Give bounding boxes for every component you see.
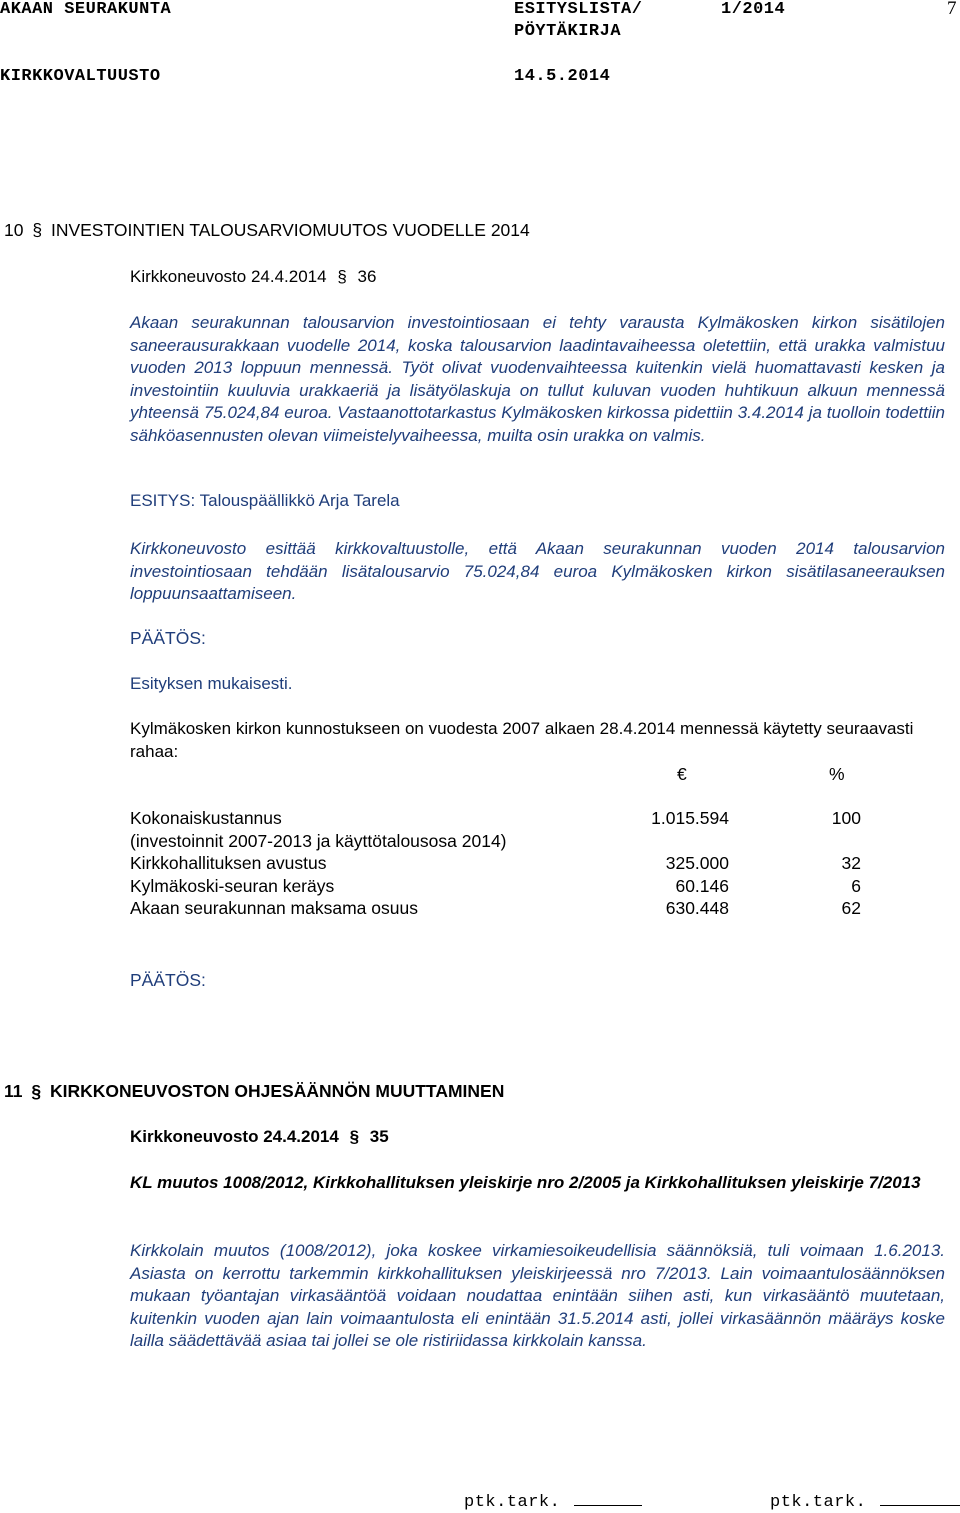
footer-check-2 — [770, 1491, 960, 1512]
table-row — [130, 831, 865, 853]
signature-line — [574, 1491, 642, 1506]
section-10-proposal: Kirkkoneuvosto esittää kirkkovaltuustolle, että Akaan seurakunnan vuoden 2014 talousarvion investointiosaan tehdään lisätalousarvio 75.024,84 euroa Kylmäkosken kirkon sisätilasaneerauksen loppuunsaattamiseen. — [130, 539, 945, 604]
section-11-board-ref — [130, 1127, 389, 1147]
row-percent: 100 — [831, 808, 861, 828]
page-number: 7 — [947, 0, 957, 19]
header-doc-type-line1: ESITYSLISTA/ — [514, 0, 643, 19]
board-para-number: 36 — [357, 267, 377, 286]
row-label: Kirkkohallituksen avustus — [130, 853, 327, 873]
table-row — [130, 808, 865, 830]
header-body: KIRKKOVALTUUSTO — [0, 67, 161, 86]
section-sign-icon: § — [32, 220, 43, 240]
table-row — [130, 876, 865, 898]
table-row — [130, 853, 865, 875]
check-label: ptk.tark. — [770, 1493, 867, 1512]
decision-text: Esityksen mukaisesti. — [130, 674, 293, 693]
header-org: AKAAN SEURAKUNTA — [0, 0, 172, 19]
section-11-number: 11 — [4, 1081, 23, 1101]
row-amount: 325.000 — [665, 853, 729, 873]
row-label: Kokonaiskustannus — [130, 808, 282, 828]
section-10-number: 10 — [4, 220, 24, 240]
board-para-number: 35 — [369, 1127, 389, 1146]
section-10-body: Akaan seurakunnan talousarvion investointiosaan ei tehty varausta Kylmäkosken kirkon sisätilojen saneerausurakkaan vuodelle 2014, koska talousarvion laadintavaiheessa oletettiin, että urakka valmistuu vuoden 2013 loppuun mennessä. Työt olivat vuodenvaihteessa kuitenkin vielä huomattavasti kesken ja investointiin kuuluvia urakkaeriä ja lisätyölaskuja on tullut kuluvan vuoden huhtikuun alkuun mennessä yhteensä 75.024,84 euroa. Vastaanottotarkastus Kylmäkosken kirkossa pidettiin 3.4.2014 ja tuolloin todettiin sähköasennusten olevan viimeistelyvaiheessa, muilta osin urakka on valmis. — [130, 313, 945, 445]
euro-column-header: € — [677, 764, 687, 784]
section-sign-icon: § — [31, 1081, 42, 1101]
header-doc-type-line2: PÖYTÄKIRJA — [514, 22, 622, 41]
table-row — [130, 898, 865, 920]
row-amount: 1.015.594 — [651, 808, 729, 828]
row-amount: 60.146 — [675, 876, 729, 896]
percent-column-header: % — [829, 764, 845, 784]
row-percent: 6 — [851, 876, 861, 896]
row-label: (investoinnit 2007-2013 ja käyttötalousosa 2014) — [130, 831, 507, 851]
check-label: ptk.tark. — [464, 1493, 561, 1512]
section-sign-icon: § — [349, 1127, 360, 1146]
section-10-board-ref — [130, 267, 376, 287]
section-10-title: INVESTOINTIEN TALOUSARVIOMUUTOS VUODELLE 2014 — [50, 220, 530, 240]
header-date: 14.5.2014 — [514, 67, 611, 86]
cost-intro: Kylmäkosken kirkon kunnostukseen on vuodesta 2007 alkaen 28.4.2014 mennessä käytetty seuraavasti rahaa: — [130, 719, 914, 761]
signature-line — [880, 1491, 960, 1506]
row-label: Akaan seurakunnan maksama osuus — [130, 898, 418, 918]
section-11-title: KIRKKONEUVOSTON OHJESÄÄNNÖN MUUTTAMINEN — [49, 1081, 505, 1101]
row-amount: 630.448 — [665, 898, 729, 918]
esitys-person: Talouspäällikkö Arja Tarela — [199, 491, 400, 510]
board-ref-text: Kirkkoneuvosto 24.4.2014 — [130, 1127, 339, 1146]
section-10-heading — [4, 220, 530, 241]
section-11-heading — [4, 1081, 504, 1102]
row-label: Kylmäkoski-seuran keräys — [130, 876, 335, 896]
header-issue: 1/2014 — [721, 0, 786, 19]
board-ref-text: Kirkkoneuvosto 24.4.2014 — [130, 267, 327, 286]
footer-check-1 — [464, 1491, 642, 1512]
section-11-body: Kirkkolain muutos (1008/2012), joka koskee virkamiesoikeudellisia säännöksiä, tuli voimaan 1.6.2013. Asiasta on kerrottu tarkemmin kirkkohallituksen yleiskirjeessä nro 7/2013. Lain voimaantulosäännöksen mukaan työantajan virkasääntöä voidaan noudattaa enintään siihen asti, kun virkasääntö muutetaan, kuitenkin vuoden ajan lain voimaantulosta eli enintään 31.5.2014 asti, jollei virkasäännön määräys koske lailla säädettävää asiaa tai jollei se ole ristiriidassa kirkkolain kanssa. — [130, 1241, 945, 1351]
paatos-label-1: PÄÄTÖS: — [130, 628, 206, 648]
esitys-line — [130, 491, 400, 511]
paatos-label-2: PÄÄTÖS: — [130, 970, 206, 990]
section-11-refs: KL muutos 1008/2012, Kirkkohallituksen yleiskirje nro 2/2005 ja Kirkkohallituksen yleiskirje 7/2013 — [130, 1173, 921, 1192]
esitys-label: ESITYS: — [130, 491, 196, 510]
row-percent: 62 — [841, 898, 861, 918]
row-percent: 32 — [841, 853, 861, 873]
section-sign-icon: § — [337, 267, 347, 286]
